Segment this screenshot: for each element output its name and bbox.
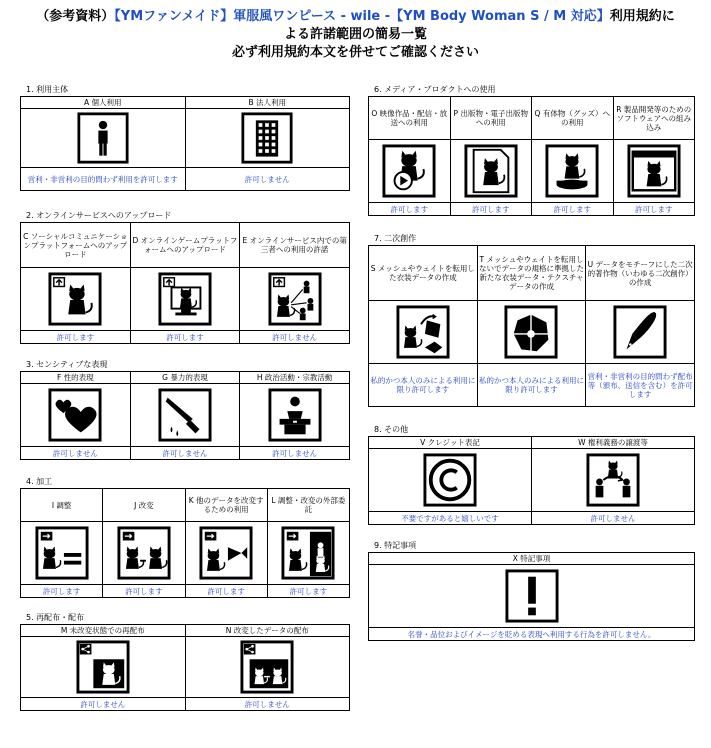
permission-table [20,624,350,711]
adjust-icon [35,526,89,580]
item-header: G 暴力的表現 [130,372,240,384]
item-icon-cell [450,140,532,203]
title-line-2: よる許諾範囲の簡易一覧 [283,27,427,42]
share-third-party-icon [268,272,322,326]
item-header: A 個人利用 [21,97,186,109]
item-header: J 改変 [103,489,185,522]
item-icon-cell [369,449,532,512]
section-label: 6. メディア・プロダクトへの使用 [374,85,496,94]
section-label: 2. オンラインサービスへのアップロード [26,211,172,220]
item-icon-cell [532,449,695,512]
item-icon-cell [477,301,586,364]
title-line-3: 必ず利用規約本文を併せてご確認ください [231,45,479,60]
permission-table [20,371,350,460]
item-header: D オンラインゲームプラットフォームへのアップロード [130,223,240,268]
item-header: S メッシュやウェイトを転用した衣装データの作成 [369,246,478,301]
section-label: 5. 再配布・配布 [26,613,85,622]
redistribute-icon [76,640,130,694]
item-result: 許可します [185,585,267,598]
item-header: B 法人利用 [185,97,350,109]
item-result: 許可します [21,331,131,344]
distribute-modified-icon [240,640,294,694]
section-4 [20,476,350,598]
new-costume-icon [504,305,558,359]
section-label: 4. 加工 [26,477,53,486]
item-header: H 政治活動・宗教活動 [240,372,350,384]
title-suffix: 利用規約に [609,9,675,24]
item-result: 許可しません [532,512,695,525]
item-result: 許可します [103,585,185,598]
item-result: 営利・非営利の目的問わず配布等（頒布、送信を含む）を許可します [586,364,695,407]
section-7 [368,233,695,407]
section-8 [368,424,695,525]
copyright-icon [423,453,477,507]
item-icon-cell [103,522,185,585]
permission-table [368,245,695,407]
item-result: 許可します [532,203,614,216]
item-header: F 性的表現 [21,372,131,384]
outsource-icon [281,526,335,580]
permission-table [368,436,695,525]
item-header: E オンラインサービス内での第三者への利用の許諾 [240,223,350,268]
item-result: 許可しません [240,331,350,344]
upload-game-icon [158,272,212,326]
video-icon [382,144,436,198]
item-result: 許可しません [21,447,131,460]
podium-icon [268,388,322,442]
item-result: 許可しません [240,447,350,460]
item-header: M 未改変状態での再配布 [21,625,186,637]
item-header: K 他のデータを改変するための利用 [185,489,267,522]
item-result: 許可します [267,585,349,598]
knife-icon [158,388,212,442]
item-icon-cell [21,109,186,168]
item-result: 営利・非営利の目的問わず利用を許可します [21,168,186,191]
upload-social-icon [48,272,102,326]
section-9 [368,540,695,641]
permission-table [368,552,695,641]
title-prefix: （参考資料） [36,9,115,24]
item-icon-cell [267,522,349,585]
pen-icon [613,305,667,359]
item-header: R 製品開発等のためのソフトウェアへの組み込み [613,97,695,140]
item-header: T メッシュやウェイトを転用しないでデータの規格に準拠した新たな衣装データ・テクスチャデータの作成 [477,246,586,301]
permission-table [20,96,350,191]
building-icon [241,112,293,164]
item-icon-cell [185,109,350,168]
item-icon-cell [613,140,695,203]
item-icon-cell [130,384,240,447]
item-icon-cell [369,140,451,203]
item-header: L 調整・改変の外部委託 [267,489,349,522]
item-result: 名誉・品位およびイメージを貶める表現へ利用する行為を許可しません。 [369,628,695,641]
item-header: W 権利義務の譲渡等 [532,437,695,449]
item-result: 私的かつ本人のみによる利用に限り許可します [477,364,586,407]
item-icon-cell [185,637,350,698]
item-icon-cell [240,268,350,331]
permission-table [20,222,350,344]
item-icon-cell [532,140,614,203]
permission-table [368,96,695,216]
item-header: U データをモチーフにした二次的著作物（いわゆる二次創作）の作成 [586,246,695,301]
use-for-other-icon [199,526,253,580]
item-icon-cell [21,268,131,331]
item-result: 許可します [450,203,532,216]
document-title [0,8,711,62]
item-icon-cell [21,522,103,585]
section-label: 8. その他 [374,425,409,434]
transfer-icon [586,453,640,507]
item-result: 許可しません [185,168,350,191]
section-5 [20,612,350,711]
item-header: V クレジット表記 [369,437,532,449]
section-3 [20,359,350,460]
software-icon [627,144,681,198]
item-result: 許可しません [21,698,186,711]
item-icon-cell [240,384,350,447]
item-header: I 調整 [21,489,103,522]
item-result: 許可しません [130,447,240,460]
item-header: X 特記事項 [369,553,695,565]
item-icon-cell [369,301,478,364]
goods-icon [545,144,599,198]
item-result: 許可します [21,585,103,598]
section-1 [20,84,350,191]
product-name: 【YMファンメイド】軍服風ワンピース - wile -【YM Body Woman S / M 対応】 [114,9,610,24]
item-result: 私的かつ本人のみによる利用に限り許可します [369,364,478,407]
item-icon-cell [21,384,131,447]
item-header: P 出版物・電子出版物への利用 [450,97,532,140]
exclamation-icon [505,569,559,623]
section-6 [368,84,695,216]
item-icon-cell [369,565,695,628]
section-label: 1. 利用主体 [26,85,69,94]
item-result: 許可しません [185,698,350,711]
publication-icon [464,144,518,198]
item-header: N 改変したデータの配布 [185,625,350,637]
item-icon-cell [21,637,186,698]
item-header: C ソーシャルコミュニケーションプラットフォームへのアップロード [21,223,131,268]
hearts-icon [48,388,102,442]
section-label: 7. 二次創作 [374,234,417,243]
permission-table [20,488,350,598]
item-result: 不要ですがあると嬉しいです [369,512,532,525]
section-label: 3. センシティブな表現 [26,360,108,369]
modify-icon [117,526,171,580]
section-2 [20,210,350,344]
item-header: Q 有体物（グッズ）への利用 [532,97,614,140]
section-label: 9. 特記事項 [374,541,417,550]
item-result: 許可します [613,203,695,216]
item-icon-cell [130,268,240,331]
mesh-convert-icon [396,305,450,359]
item-result: 許可します [369,203,451,216]
item-result: 許可します [130,331,240,344]
item-icon-cell [185,522,267,585]
person-icon [77,112,129,164]
item-icon-cell [586,301,695,364]
item-header: O 映像作品・配信・放送への利用 [369,97,451,140]
